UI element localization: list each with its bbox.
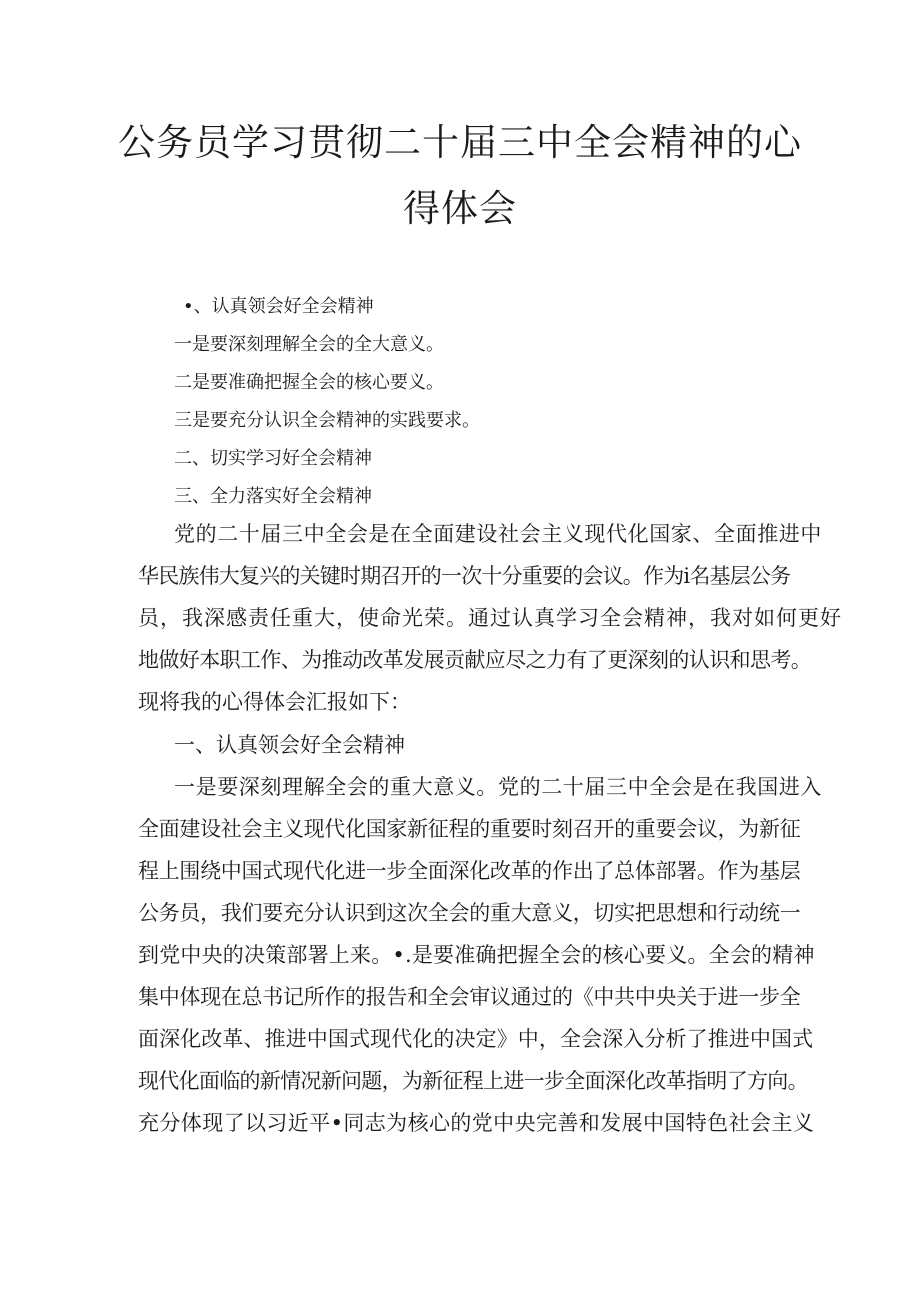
paragraph-line: 到党中央的决策部署上来。•.是要准确把握全会的核心要义。全会的精神 — [138, 943, 815, 967]
paragraph-line: 集中体现在总书记所作的报告和全会审议通过的《中共中央关于进一步全 — [138, 985, 801, 1009]
outline-item: 二、切实学习好全会精神 — [174, 448, 372, 469]
paragraph-line: 全面建设社会主义现代化国家新征程的重要时刻召开的重要会议，为新征 — [138, 817, 801, 841]
section-heading: 一、认真领会好全会精神 — [174, 733, 405, 757]
paragraph-line: 公务员，我们要充分认识到这次全会的重大意义，切实把思想和行动统一 — [138, 901, 801, 925]
paragraph-line: 员，我深感责任重大，使命光荣。通过认真学习全会精神，我对如何更好 — [138, 606, 842, 630]
outline-item: 三是要充分认识全会精神的实践要求。 — [174, 410, 480, 431]
paragraph-line: 现代化面临的新情况新问题，为新征程上进一步全面深化改革指明了方向。 — [138, 1069, 808, 1093]
paragraph-line: 地做好本职工作、为推动改革发展贡献应尽之力有了更深刻的认识和思考。 — [138, 648, 812, 672]
document-title-line-2: 得体会 — [403, 187, 517, 230]
outline-item: •、认真领会好全会精神 — [183, 296, 374, 317]
outline-item: 二是要准确把握全会的核心要义。 — [174, 372, 444, 393]
paragraph-line: 充分体现了以习近平•同志为核心的党中央完善和发展中国特色社会主义 — [138, 1111, 815, 1135]
paragraph-line: 党的二十届三中全会是在全面建设社会主义现代化国家、全面推进中 — [174, 522, 822, 546]
paragraph-line: 程上围绕中国式现代化进一步全面深化改革的作出了总体部署。作为基层 — [138, 859, 801, 883]
paragraph-line: 现将我的心得体会汇报如下： — [138, 690, 411, 714]
document-title-line-1: 公务员学习贯彻二十届三中全会精神的心 — [118, 121, 802, 164]
paragraph-line: 面深化改革、推进中国式现代化的决定》中，全会深入分析了推进中国式 — [138, 1027, 814, 1051]
outline-item: 三、全力落实好全会精神 — [174, 486, 372, 507]
paragraph-line: 华民族伟大复兴的关键时期召开的一次十分重要的会议。作为i名基层公务 — [138, 564, 791, 588]
paragraph-line: 一是要深刻理解全会的重大意义。党的二十届三中全会是在我国进入 — [174, 775, 822, 799]
outline-item: 一是要深刻理解全会的全大意义。 — [174, 334, 444, 355]
